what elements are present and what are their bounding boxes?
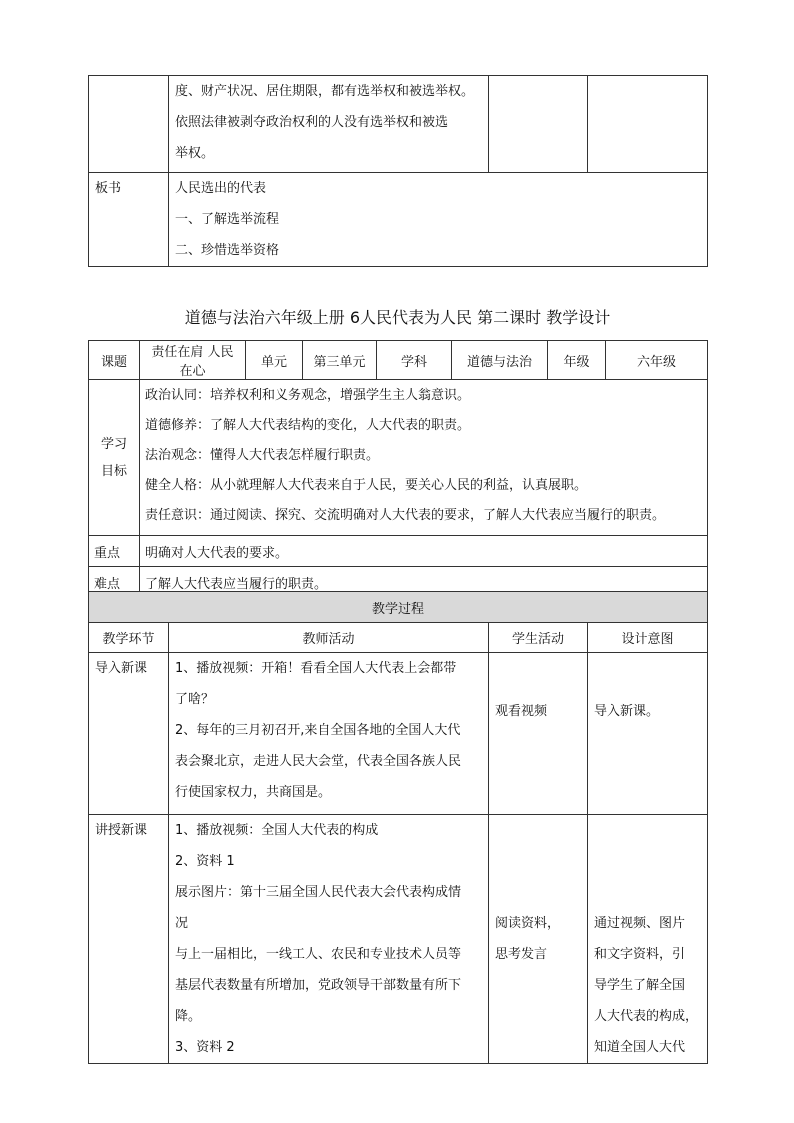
teacher-activity-intro: [169, 653, 489, 815]
text-line: 2、每年的三月初召开,来自全国各地的全国人大代: [175, 723, 461, 738]
empty-cell: [89, 76, 169, 173]
board-content: [169, 173, 708, 267]
text-line: 度、财产状况、居住期限，都有选举权和被选举权。: [175, 84, 475, 99]
text-line: 2、资料 1: [175, 854, 235, 869]
text-line: 二、珍惜选举资格: [175, 243, 280, 258]
objective-item: 健全人格：从小就理解人大代表来自于人民，要关心人民的利益，认真展职。: [145, 478, 588, 493]
grade-value: 六年级: [606, 341, 708, 380]
section-title: 教学过程: [89, 592, 708, 623]
text-line: 一、了解选举流程: [175, 212, 280, 227]
text-line: 与上一届相比，一线工人、农民和专业技术人员等: [175, 947, 462, 962]
empty-cell: [489, 76, 588, 173]
topic-value: 责任在肩 人民在心: [140, 341, 246, 380]
lesson-info-table: [88, 340, 708, 598]
text-line: 况: [175, 916, 189, 931]
board-label: 板书: [89, 173, 169, 267]
continuation-table: [88, 75, 708, 267]
text-line: 表会聚北京，走进人民大会堂，代表全国各族人民: [175, 754, 462, 769]
text-line: 导入新课。: [594, 703, 660, 719]
teacher-activity-new: [169, 815, 489, 1064]
text-line: 观看视频: [495, 703, 548, 719]
design-intent-new: [588, 815, 708, 1064]
objective-item: 法治观念：懂得人大代表怎样履行职责。: [145, 448, 380, 463]
grade-label: 年级: [548, 341, 606, 380]
text-line: 通过视频、图片: [594, 916, 686, 931]
stage-label: 导入新课: [95, 661, 148, 676]
label-line: 目标: [100, 464, 127, 479]
objective-item: 责任意识：通过阅读、探究、交流明确对人大代表的要求，了解人大代表应当履行的职责。: [145, 508, 666, 523]
objectives-label: [89, 380, 140, 536]
text-line: 阅读资料，: [495, 916, 561, 931]
student-activity-new: [489, 815, 588, 1064]
stage-label: 讲授新课: [95, 823, 148, 838]
objective-item: 政治认同：培养权利和义务观念，增强学生主人翁意识。: [145, 388, 471, 403]
text-line: 1、播放视频：全国人大代表的构成: [175, 823, 379, 838]
subject-label: 学科: [377, 341, 452, 380]
text-line: 人大代表的构成，: [594, 1009, 699, 1024]
difficulty-value: 了解人大代表应当履行的职责。: [140, 567, 708, 598]
unit-value: 第三单元: [303, 341, 377, 380]
text-line: 展示图片：第十三届全国人民代表大会代表构成情: [175, 885, 462, 900]
text-line: 思考发言: [495, 947, 548, 962]
text-line: 降。: [175, 1009, 202, 1024]
stage-intro: [89, 653, 169, 815]
stage-new-lesson: [89, 815, 169, 1064]
key-label: 重点: [89, 536, 140, 567]
text-line: 人民选出的代表: [175, 181, 267, 196]
text-line: 举权。: [175, 146, 215, 161]
text-line: 基层代表数量有所增加，党政领导干部数量有所下: [175, 978, 462, 993]
rights-text: [169, 76, 489, 173]
column-header: 教师活动: [169, 623, 489, 653]
label-line: 学习: [100, 437, 127, 452]
text-line: 了啥？: [175, 692, 215, 707]
column-header: 教学环节: [89, 623, 169, 653]
text-line: 行使国家权力，共商国是。: [175, 785, 332, 800]
empty-cell: [588, 76, 708, 173]
text-line: 依照法律被剥夺政治权利的人没有选举权和被选: [175, 115, 449, 130]
difficulty-label: 难点: [89, 567, 140, 598]
column-header: 学生活动: [489, 623, 588, 653]
objective-item: 道德修养：了解人大代表结构的变化，人大代表的职责。: [145, 418, 471, 433]
text-line: 知道全国人大代: [594, 1040, 686, 1055]
objectives-content: [140, 380, 708, 536]
document-title: 道德与法治六年级上册 6人民代表为人民 第二课时 教学设计: [184, 308, 611, 327]
column-header: 设计意图: [588, 623, 708, 653]
topic-label: 课题: [89, 341, 140, 380]
text-line: 和文字资料，引: [594, 947, 686, 962]
design-intent-intro: [588, 653, 708, 815]
subject-value: 道德与法治: [452, 341, 548, 380]
key-value: 明确对人大代表的要求。: [140, 536, 708, 567]
text-line: 3、资料 2: [175, 1040, 235, 1055]
text-line: 导学生了解全国: [594, 978, 686, 993]
student-activity-intro: [489, 653, 588, 815]
teaching-process-table: [88, 591, 708, 1064]
unit-label: 单元: [246, 341, 303, 380]
text-line: 1、播放视频：开箱！看看全国人大代表上会都带: [175, 661, 457, 676]
